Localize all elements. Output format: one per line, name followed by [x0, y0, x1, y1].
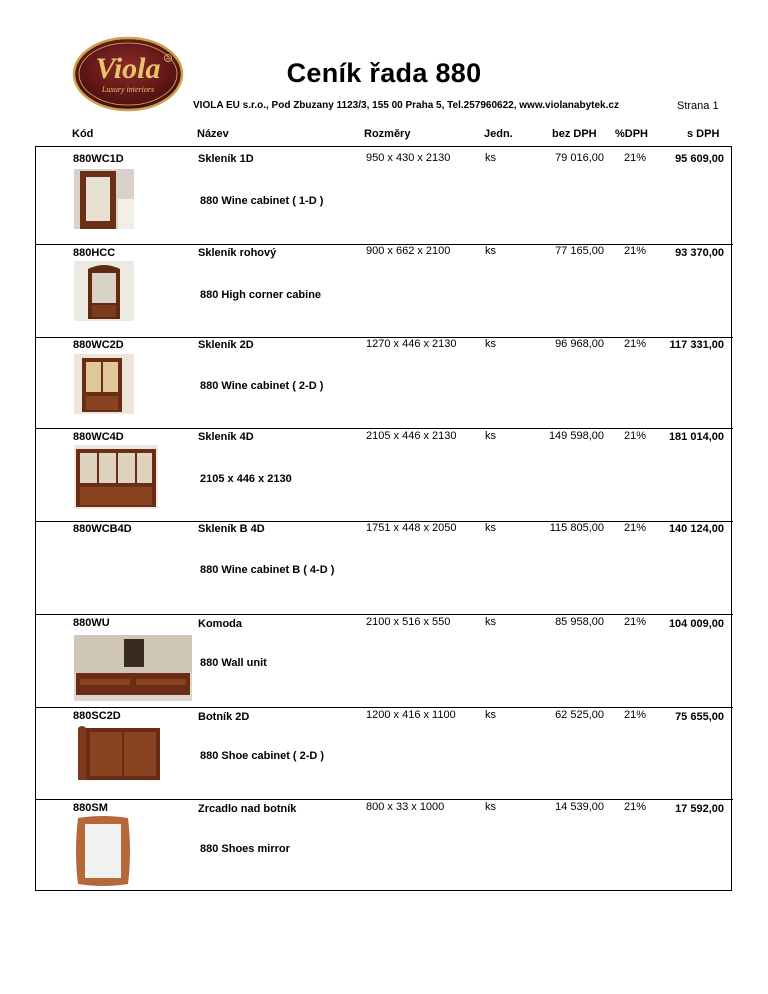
row-unit: ks [485, 616, 496, 628]
row-price-inc: 104 009,00 [668, 618, 724, 630]
row-vat: 21% [624, 338, 647, 350]
row-price-ex: 115 805,00 [549, 522, 604, 534]
row-unit: ks [485, 709, 496, 721]
row-price-ex: 62 525,00 [555, 709, 604, 721]
table-row [36, 429, 733, 521]
row-dims: 1200 x 416 x 1100 [366, 709, 456, 721]
product-image-wine-cabinet-2d [74, 354, 134, 414]
page-title: Ceník řada 880 [286, 58, 482, 88]
row-code: 880WC2D [73, 339, 124, 351]
row-subname: 880 Shoe cabinet ( 2-D ) [200, 750, 325, 762]
product-image-shoe-cabinet [74, 722, 164, 784]
row-unit: ks [485, 801, 496, 813]
page-number: Strana 1 [677, 100, 719, 112]
row-price-inc: 140 124,00 [668, 523, 724, 535]
row-vat: 21% [624, 709, 647, 721]
row-price-ex: 85 958,00 [555, 616, 604, 628]
row-name: Komoda [198, 618, 242, 630]
row-dims: 2100 x 516 x 550 [366, 616, 451, 628]
row-name: Botník 2D [198, 711, 250, 723]
row-vat: 21% [624, 616, 647, 628]
row-unit: ks [485, 338, 496, 350]
row-vat: 21% [624, 152, 647, 164]
product-image-high-corner-cabinet [74, 261, 134, 321]
row-name: Skleník rohový [198, 247, 277, 259]
svg-text:R: R [166, 56, 170, 63]
row-dims: 2105 x 446 x 2130 [366, 430, 457, 442]
row-vat: 21% [624, 801, 647, 813]
row-subname: 2105 x 446 x 2130 [200, 473, 292, 485]
row-code: 880WCB4D [73, 523, 132, 535]
row-price-ex: 77 165,00 [555, 245, 604, 257]
row-name: Skleník B 4D [198, 523, 265, 535]
row-subname: 880 Wine cabinet ( 1-D ) [200, 195, 324, 207]
table-row [36, 708, 733, 799]
row-dims: 950 x 430 x 2130 [366, 152, 451, 164]
row-price-ex: 96 968,00 [555, 338, 604, 350]
col-name: Název [197, 128, 229, 140]
table-row [36, 522, 733, 614]
row-code: 880HCC [73, 247, 116, 259]
row-dims: 1270 x 446 x 2130 [366, 338, 457, 350]
row-code: 880WC4D [73, 431, 124, 443]
col-unit: Jedn. [484, 128, 513, 140]
product-image-wall-unit [74, 635, 192, 701]
row-subname: 880 Wall unit [200, 657, 267, 669]
row-vat: 21% [624, 245, 647, 257]
col-vat: %DPH [615, 128, 649, 140]
row-subname: 880 Shoes mirror [200, 843, 290, 855]
table-row [36, 147, 733, 244]
logo-wordmark: Viola [95, 52, 161, 85]
row-name: Skleník 4D [198, 431, 254, 443]
row-price-inc: 93 370,00 [675, 247, 724, 259]
col-price-ex: bez DPH [552, 128, 597, 140]
row-price-inc: 75 655,00 [675, 711, 724, 723]
row-dims: 900 x 662 x 2100 [366, 245, 451, 257]
company-info: VIOLA EU s.r.o., Pod Zbuzany 1123/3, 155 00 Praha 5, Tel.257960622, www.violanabytek.cz [193, 100, 619, 111]
row-dims: 1751 x 448 x 2050 [366, 522, 457, 534]
row-subname: 880 Wine cabinet ( 2-D ) [200, 380, 324, 392]
row-vat: 21% [624, 430, 647, 442]
row-code: 880SC2D [73, 710, 121, 722]
table-row [36, 245, 733, 337]
col-price-inc: s DPH [687, 128, 720, 140]
row-unit: ks [485, 152, 496, 164]
row-price-ex: 79 016,00 [555, 152, 604, 164]
row-price-inc: 117 331,00 [669, 339, 724, 351]
col-code: Kód [72, 128, 94, 140]
row-name: Skleník 2D [198, 339, 254, 351]
row-unit: ks [485, 430, 496, 442]
price-table [35, 146, 732, 891]
row-code: 880WC1D [73, 153, 124, 165]
row-subname: 880 Wine cabinet B ( 4-D ) [200, 564, 335, 576]
row-vat: 21% [624, 522, 647, 534]
row-code: 880WU [73, 617, 110, 629]
row-price-inc: 181 014,00 [668, 431, 724, 443]
row-price-inc: 95 609,00 [675, 153, 724, 165]
logo-tagline: Luxury interiors [101, 85, 155, 94]
row-price-inc: 17 592,00 [675, 803, 724, 815]
row-price-ex: 149 598,00 [548, 430, 604, 442]
row-price-ex: 14 539,00 [555, 801, 604, 813]
row-code: 880SM [73, 802, 108, 814]
col-dims: Rozměry [364, 128, 411, 140]
product-image-wine-cabinet-1d [74, 169, 134, 229]
row-unit: ks [485, 245, 496, 257]
row-name: Skleník 1D [198, 153, 254, 165]
row-unit: ks [485, 522, 496, 534]
table-row [36, 615, 733, 707]
column-headers [0, 128, 768, 144]
table-row [36, 338, 733, 428]
table-row [36, 800, 733, 892]
row-dims: 800 x 33 x 1000 [366, 801, 445, 813]
row-name: Zrcadlo nad botník [198, 803, 297, 815]
product-image-shoes-mirror [74, 814, 132, 888]
product-image-wine-cabinet-4d [74, 445, 158, 509]
row-subname: 880 High corner cabine [200, 289, 322, 301]
